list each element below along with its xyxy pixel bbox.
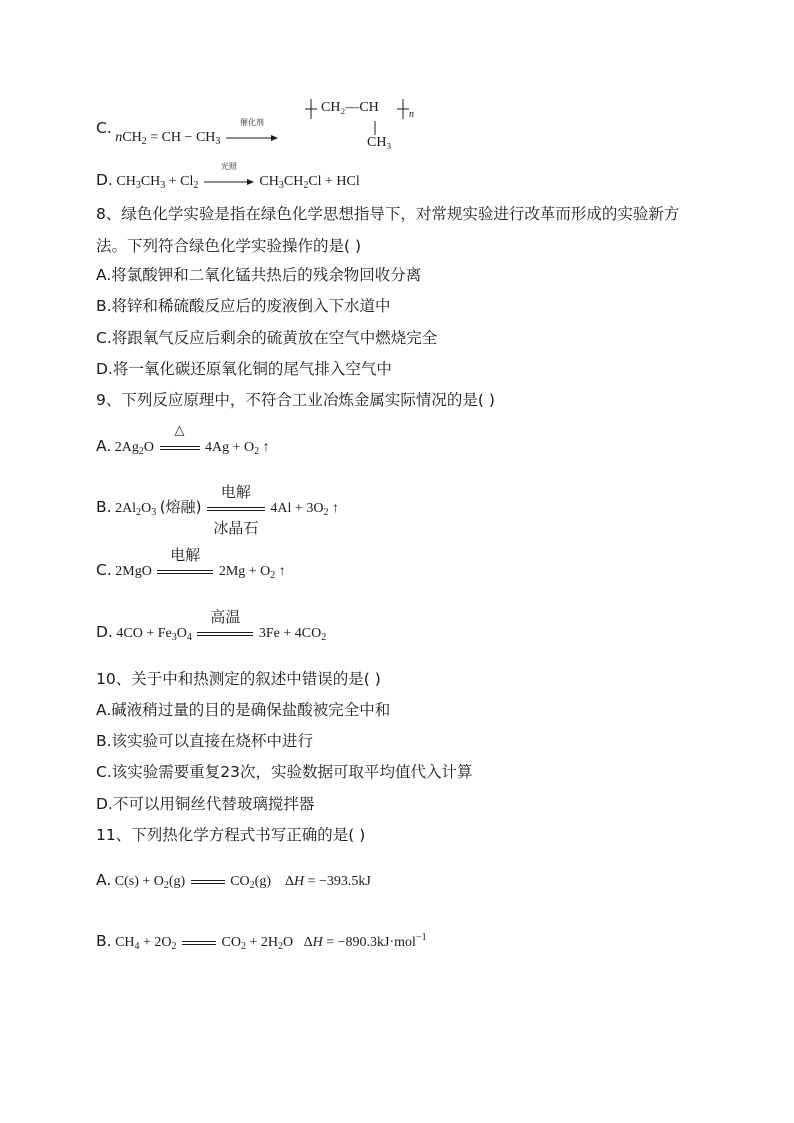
- q9-option-d[interactable]: D. $4CO + Fe_3O_4$ 高温 $3Fe + 4CO_2$: [96, 607, 327, 643]
- q10-stem: 10、关于中和热测定的叙述中错误的是( ): [96, 670, 381, 688]
- q11-option-a[interactable]: A. $C(s) + O_2(g)$ $CO_2(g)$ ΔH = −393.5kJ: [96, 871, 371, 891]
- q7-option-c: C. nCH$_2$ = CH − $CH_3$ 催化剂: [96, 118, 280, 140]
- q9-option-a[interactable]: A. $2Ag_2O$ △ $4Ag + O_2$ ↑: [96, 422, 270, 457]
- q9-option-c[interactable]: C. 2MgO 电解 $2Mg + O_2$ ↑: [96, 545, 286, 581]
- polymer-subscript-n: n: [409, 109, 414, 120]
- q11-stem: 11、下列热化学方程式书写正确的是( ): [96, 826, 366, 844]
- q8-option-d[interactable]: D.将一氧化碳还原氧化铜的尾气排入空气中: [96, 360, 392, 378]
- high-temp-equals: 高温: [210, 607, 241, 626]
- catalyst-arrow: 催化剂: [226, 134, 278, 142]
- q7-option-d: D. $CH_3CH_3 + Cl_2$ 光照 $CH_3CH_2Cl$ + HCl: [96, 161, 360, 191]
- electrolysis-equals-c: 电解: [170, 545, 201, 564]
- q8-option-c[interactable]: C.将跟氧气反应后剩余的硫黄放在空气中燃烧完全: [96, 329, 438, 347]
- q8-option-a[interactable]: A.将氯酸钾和二氧化锰共热后的残余物回收分离: [96, 266, 422, 284]
- q9-stem: 9、下列反应原理中，不符合工业冶炼金属实际情况的是( ): [96, 391, 495, 409]
- heat-equals: △: [174, 422, 185, 438]
- q10-option-a[interactable]: A.碱液稍过量的目的是确保盐酸被完全中和: [96, 701, 391, 719]
- equals-a: [191, 879, 225, 885]
- q9-option-b[interactable]: B. $2Al_2O_3$ (熔融) 电解 冰晶石 $4Al + 3O_2$ ↑: [96, 482, 339, 537]
- polymer-branch: CH₃: [367, 135, 392, 150]
- polymer-repeat-unit: CH₂—CH: [321, 100, 379, 115]
- q10-option-c[interactable]: C.该实验需要重复23次，实验数据可取平均值代入计算: [96, 763, 473, 781]
- light-arrow: 光照: [204, 178, 254, 186]
- q11-option-b[interactable]: B. $CH_4 + 2O_2$ $CO_2 + 2H_2O$ ΔH = −890.3kJ·mol$^{-1}$: [96, 932, 427, 952]
- q8-option-b[interactable]: B.将锌和稀硫酸反应后的废液倒入下水道中: [96, 297, 391, 315]
- equals-b: [182, 940, 216, 946]
- q8-stem-line2: 法。下列符合绿色化学实验操作的是( ): [96, 237, 362, 255]
- polymer-structure: [305, 97, 445, 157]
- q10-option-b[interactable]: B.该实验可以直接在烧杯中进行: [96, 732, 314, 750]
- q8-stem-line1: 8、绿色化学实验是指在绿色化学思想指导下，对常规实验进行改革而形成的实验新方: [96, 205, 680, 223]
- q10-option-d[interactable]: D.不可以用铜丝代替玻璃搅拌器: [96, 795, 315, 813]
- electrolysis-equals: 电解 冰晶石: [213, 482, 259, 537]
